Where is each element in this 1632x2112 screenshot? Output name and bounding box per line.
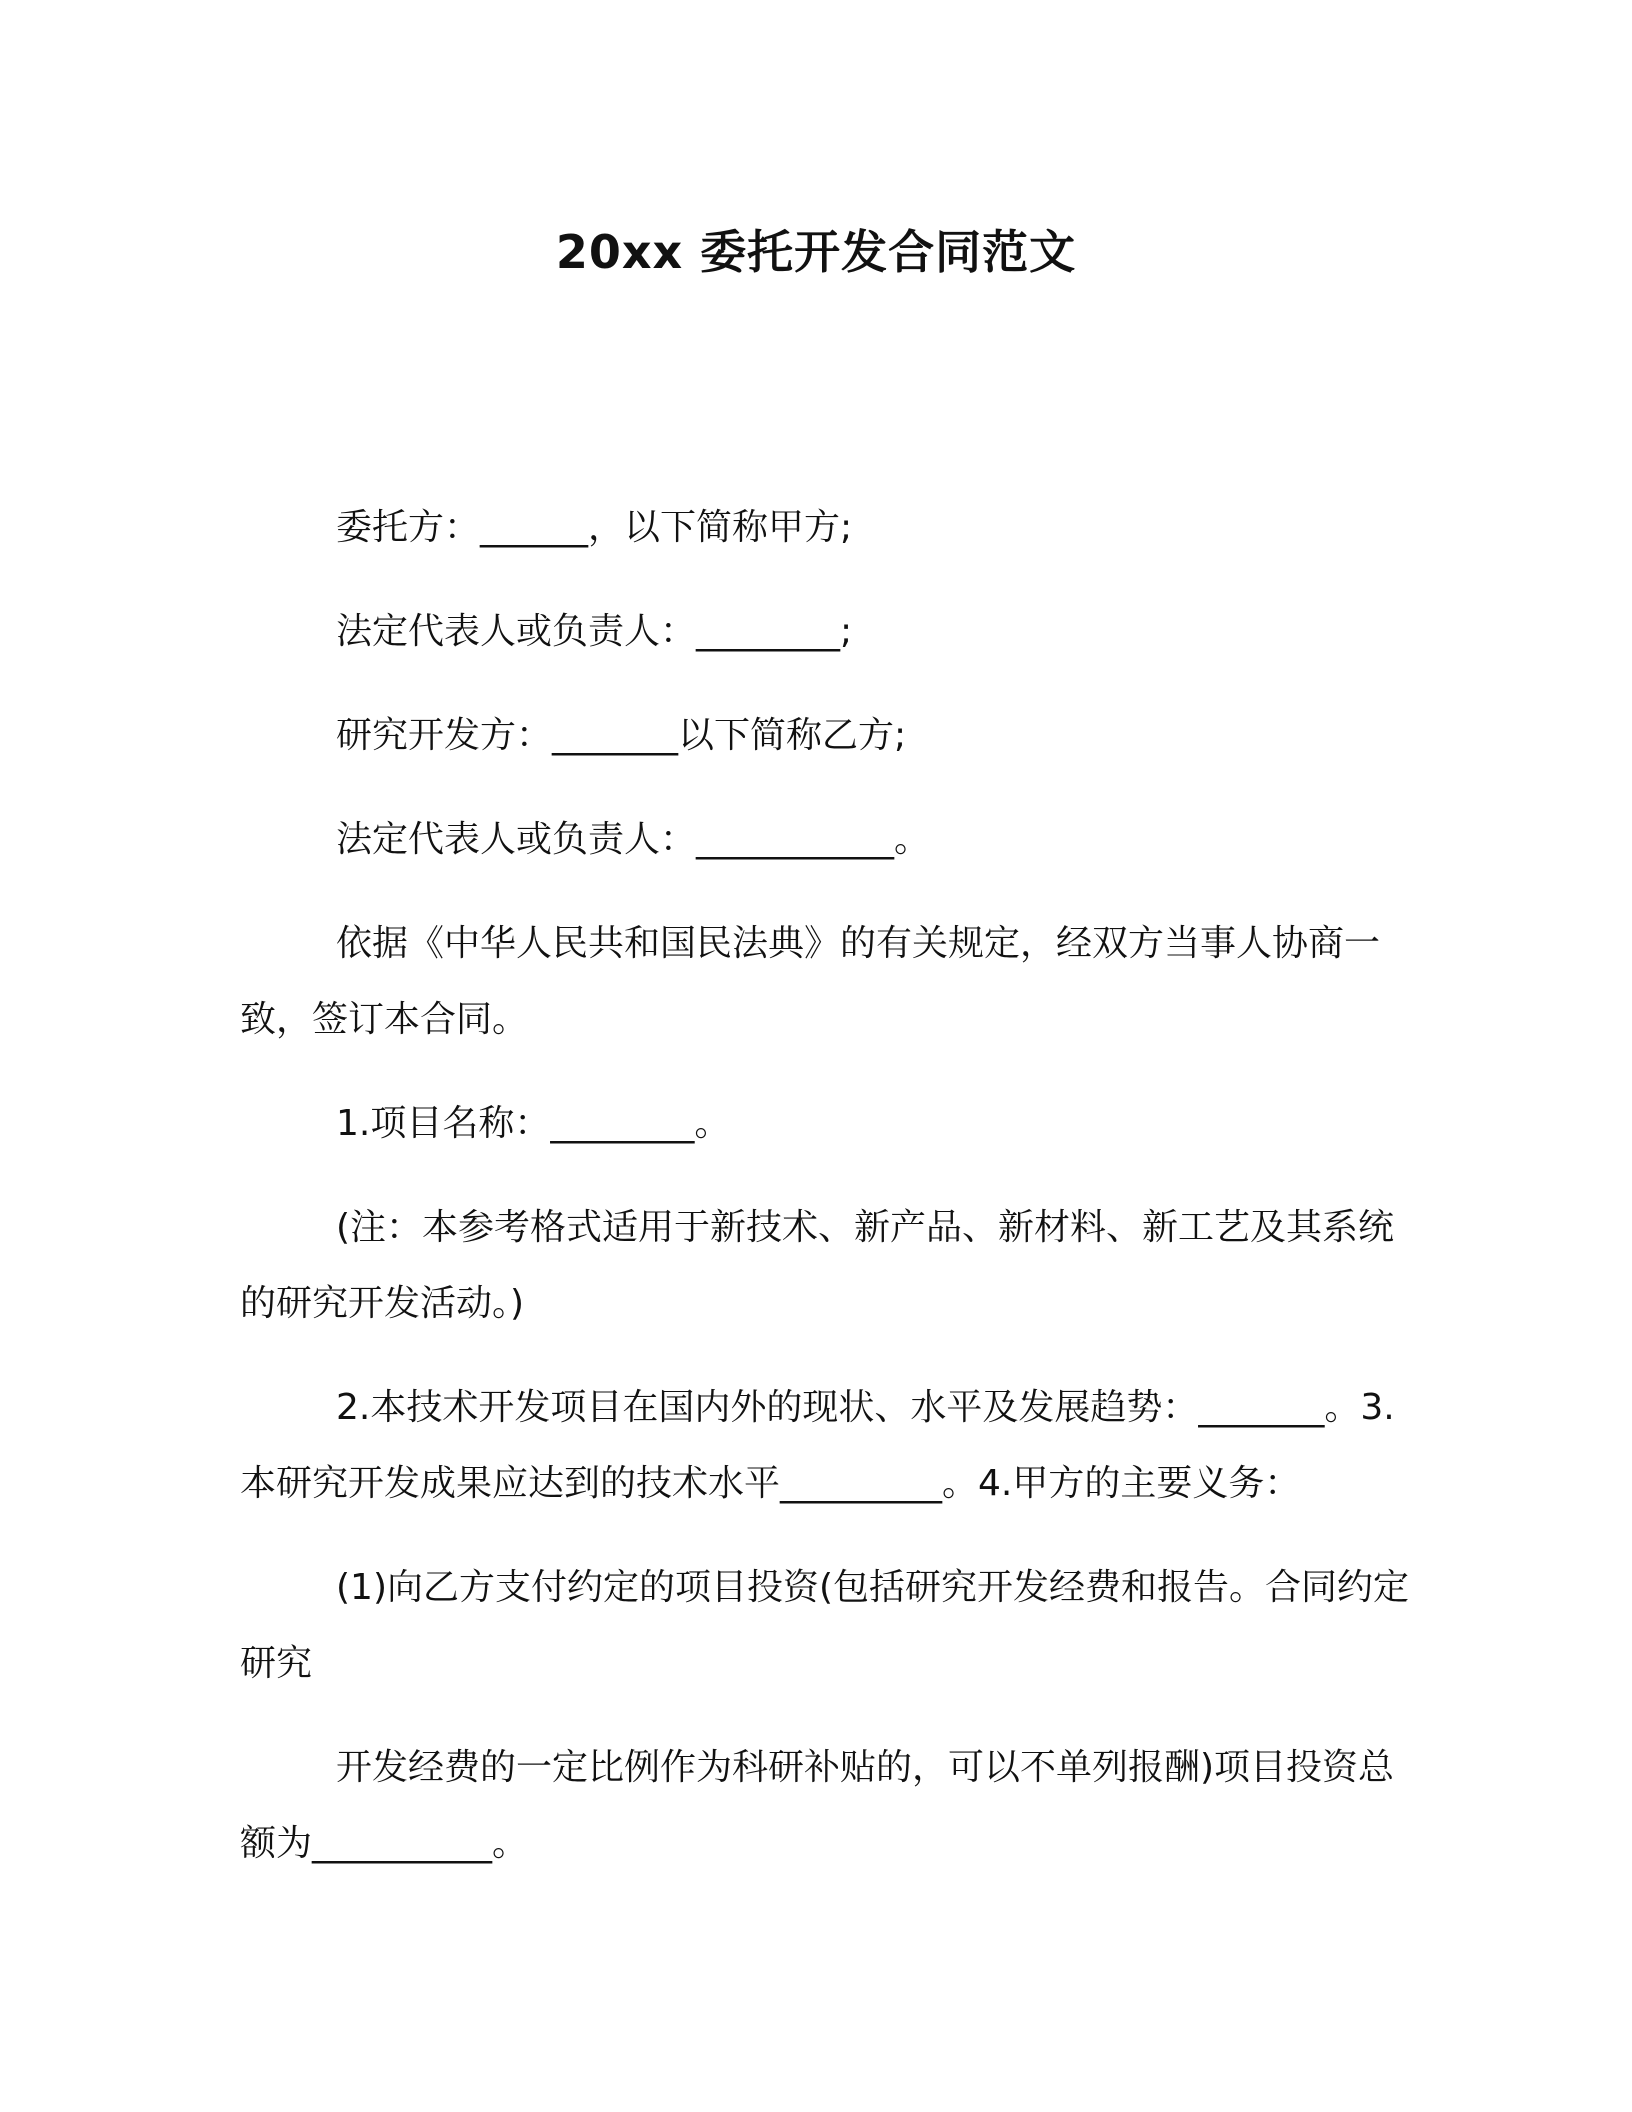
paragraph-funding-total: 开发经费的一定比例作为科研补贴的，可以不单列报酬)项目投资总额为__________。 xyxy=(240,1747,1395,1864)
paragraph-legal-basis: 依据《中华人民共和国民法典》的有关规定，经双方当事人协商一致，签订本合同。 xyxy=(240,923,1381,1040)
paragraph-client-representative: 法定代表人或负责人：________; xyxy=(336,611,853,652)
paragraph-developer: 研究开发方：_______以下简称乙方; xyxy=(336,715,907,756)
paragraph-client: 委托方：______，以下简称甲方; xyxy=(336,507,853,548)
document-body xyxy=(240,490,1420,1882)
paragraph-payment: (1)向乙方支付约定的项目投资(包括研究开发经费和报告。合同约定研究 xyxy=(240,1567,1410,1684)
paragraph-note: (注：本参考格式适用于新技术、新产品、新材料、新工艺及其系统的研究开发活动。) xyxy=(240,1207,1395,1324)
paragraph-project-name: 1.项目名称：________。 xyxy=(336,1103,731,1144)
document-title: 20xx 委托开发合同范文 xyxy=(555,225,1077,279)
paragraph-status-and-obligations: 2.本技术开发项目在国内外的现状、水平及发展趋势：_______。3.本研究开发成果应达到的技术水平_________。4.甲方的主要义务： xyxy=(240,1387,1395,1504)
paragraph-developer-representative: 法定代表人或负责人：___________。 xyxy=(336,819,931,860)
